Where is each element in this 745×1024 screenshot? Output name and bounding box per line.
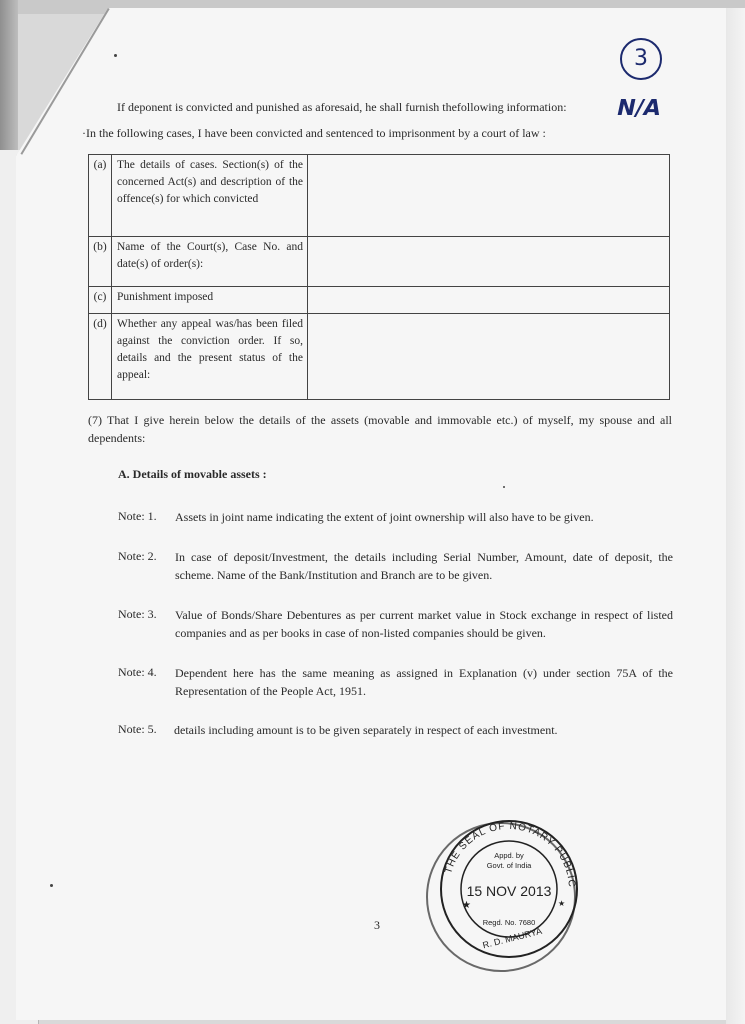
row-label: (c) <box>89 287 112 314</box>
assets-paragraph: (7) That I give herein below the details of the assets (movable and immovable etc.) of myself, my spouse and all dependents: <box>88 413 672 445</box>
scan-speck <box>503 486 505 488</box>
row-description: Whether any appeal was/has been filed against the conviction order. If so, details and the present status of the appeal: <box>112 314 308 400</box>
note-text: details including amount is to be given separately in respect of each investment. <box>174 723 558 737</box>
note-text: Dependent here has the same meaning as assigned in Explanation (v) under section 75A of the Representation of the People Act, 1951. <box>175 666 673 698</box>
seal-ring-text: THE SEAL OF NOTARY PUBLIC <box>443 820 578 889</box>
row-description: Punishment imposed <box>112 287 308 314</box>
row-value <box>308 314 670 400</box>
note-text: Value of Bonds/Share Debentures as per current market value in Stock exchange in respect of listed companies and as per books in case of non-listed companies should be given. <box>175 608 673 640</box>
row-value <box>308 287 670 314</box>
table-row <box>89 237 670 287</box>
seal-appd-text: Appd. by <box>494 851 524 860</box>
movable-assets-heading: A. Details of movable assets : <box>118 467 267 481</box>
seal-notary-name: R. D. MAURYA <box>481 925 543 951</box>
page-number: 3 <box>374 918 380 932</box>
note-label: Note: 3. <box>118 607 157 621</box>
conviction-table <box>88 154 670 400</box>
row-value <box>308 155 670 237</box>
seal-star-icon: ★ <box>558 899 566 908</box>
table-row <box>89 314 670 400</box>
seal-regd-no: Regd. No. 7680 <box>482 918 536 927</box>
row-label: (a) <box>89 155 112 237</box>
note-text: Assets in joint name indicating the extent of joint ownership will also have to be given. <box>175 510 594 524</box>
note-text: In case of deposit/Investment, the details including Serial Number, Amount, date of deposit, the scheme. Name of the Bank/Institution and Branch are to be given. <box>175 550 673 582</box>
cases-line: ·In the following cases, I have been convicted and sentenced to imprisonment by a court of law : <box>82 126 546 140</box>
note-label: Note: 2. <box>118 549 157 563</box>
intro-line: If deponent is convicted and punished as aforesaid, he shall furnish thefollowing information: <box>117 100 567 114</box>
table-row <box>89 287 670 314</box>
table-row <box>89 155 670 237</box>
row-description: Name of the Court(s), Case No. and date(s) of order(s): <box>112 237 308 287</box>
note-label: Note: 4. <box>118 665 157 679</box>
seal-star-icon: ★ <box>462 900 471 911</box>
seal-date: 15 NOV 2013 <box>466 883 552 899</box>
row-description: The details of cases. Section(s) of the concerned Act(s) and description of the offence(s) for which convicted <box>112 155 308 237</box>
note-label: Note: 5. <box>118 722 157 736</box>
handwritten-na-mark: N/A <box>614 96 664 121</box>
row-label: (d) <box>89 314 112 400</box>
seal-govt-text: Govt. of India <box>486 861 532 870</box>
row-label: (b) <box>89 237 112 287</box>
scan-speck <box>114 54 117 57</box>
note-label: Note: 1. <box>118 509 157 523</box>
notary-seal-stamp <box>418 814 584 980</box>
scan-speck <box>50 884 53 887</box>
handwritten-page-number: 3 <box>620 38 662 80</box>
row-value <box>308 237 670 287</box>
